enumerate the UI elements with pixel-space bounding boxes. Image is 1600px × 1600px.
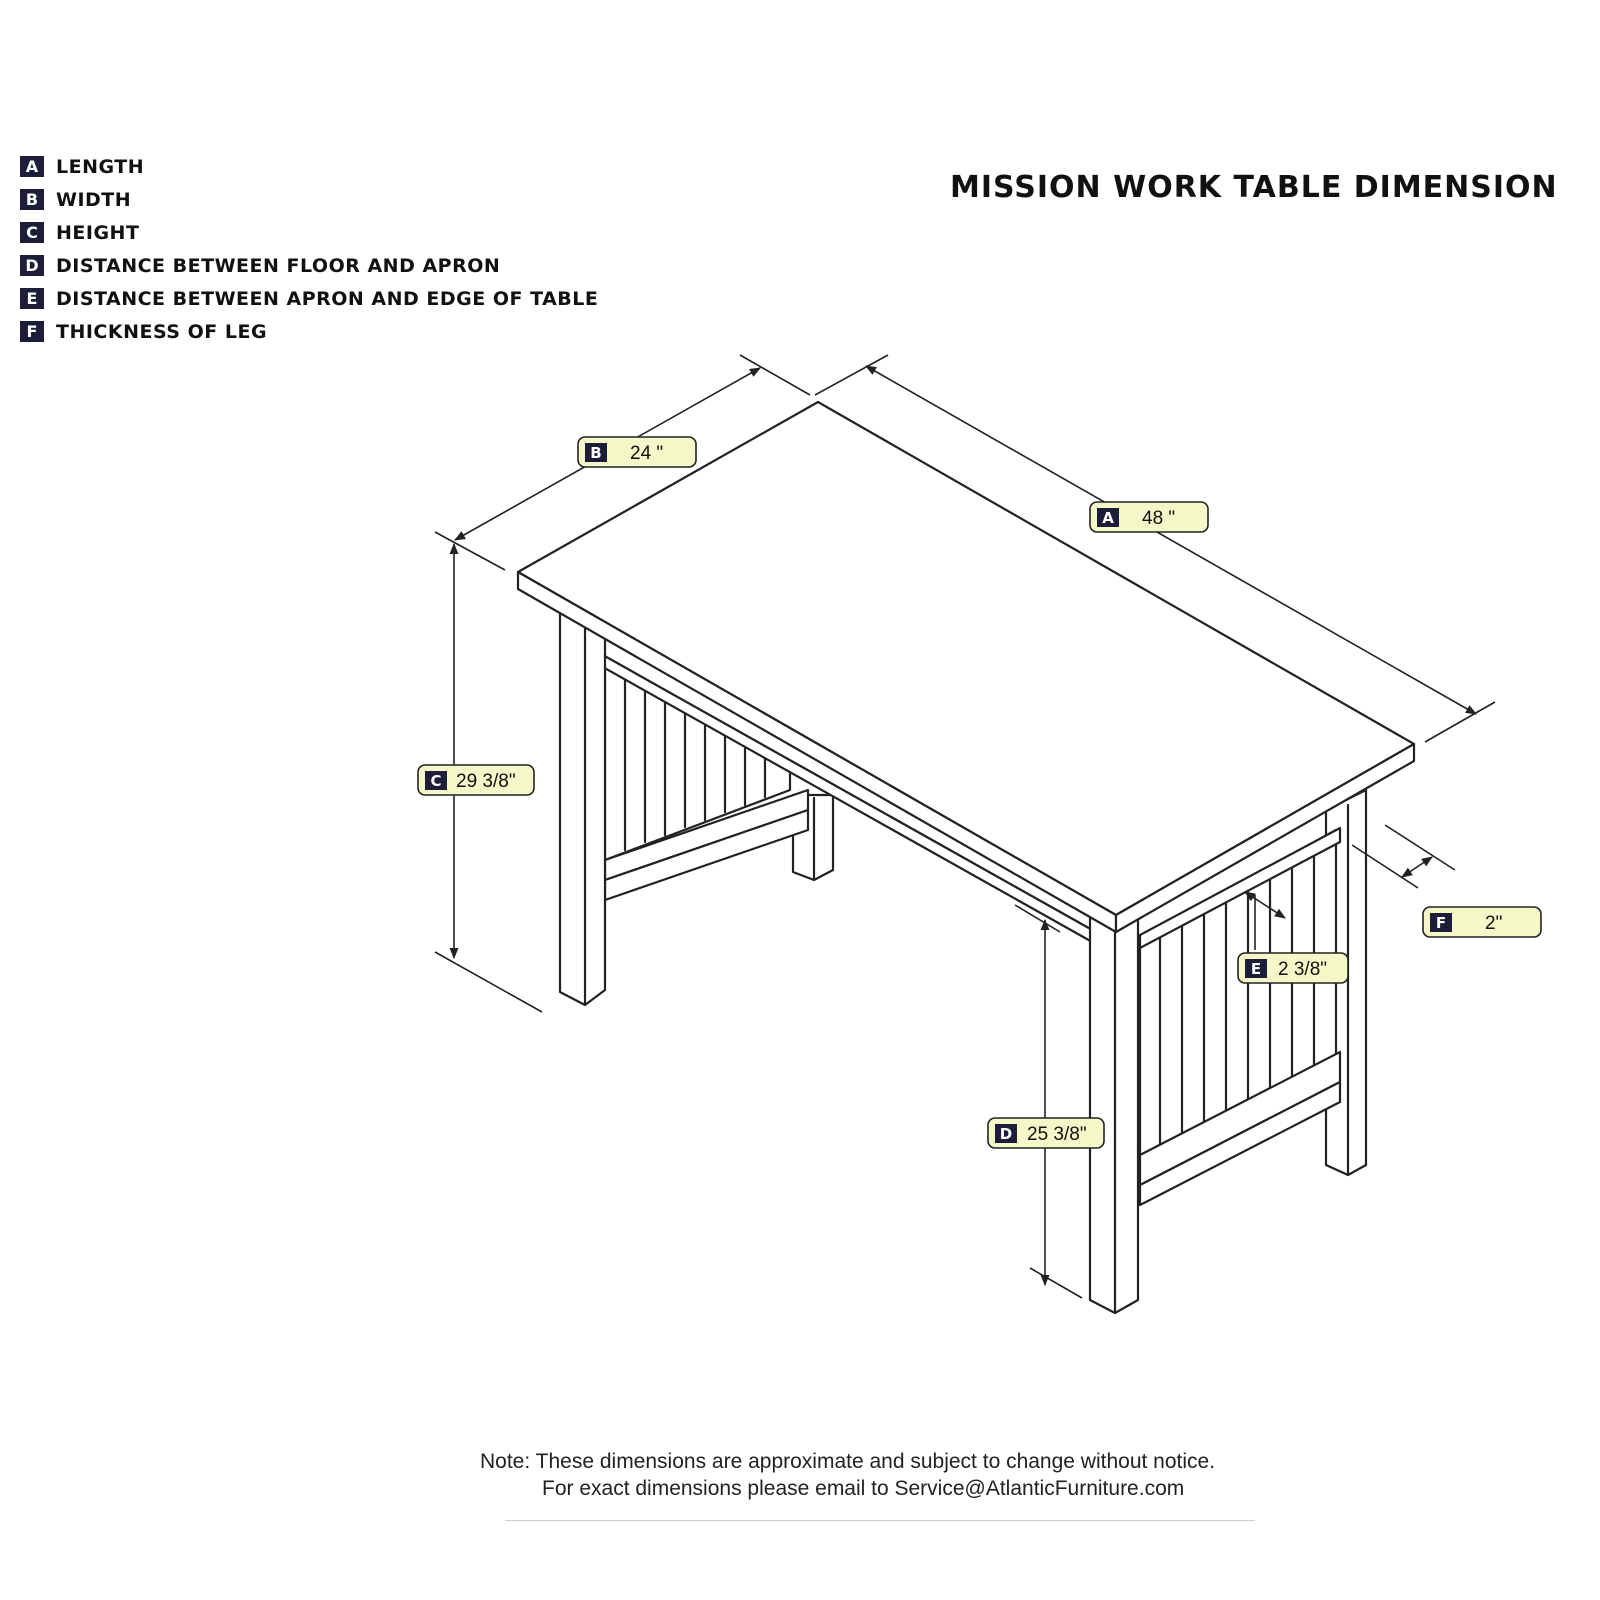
dimension-value-c: 29 3/8" xyxy=(456,771,516,792)
dimension-letter-a: A xyxy=(1102,509,1114,527)
legend-label: DISTANCE BETWEEN APRON AND EDGE OF TABLE xyxy=(56,287,599,310)
legend-letter: D xyxy=(20,255,44,276)
legend-letter: B xyxy=(20,189,44,210)
note-line-1: Note: These dimensions are approximate and subject to change without notice. xyxy=(480,1450,1216,1473)
legend-label: THICKNESS OF LEG xyxy=(56,320,268,343)
dimension-line-f xyxy=(1352,825,1455,888)
dimension-value-f: 2" xyxy=(1485,913,1503,934)
dimension-badge-e xyxy=(1238,953,1348,983)
legend-label: HEIGHT xyxy=(56,221,140,244)
note-line-2: For exact dimensions please email to Service@AtlanticFurniture.com xyxy=(542,1477,1185,1500)
table-drawing xyxy=(518,402,1414,1313)
dimension-value-b: 24 " xyxy=(630,443,664,464)
legend-letter: F xyxy=(20,321,44,342)
dimension-line-d xyxy=(1015,905,1082,1298)
dimension-badge-a xyxy=(1090,502,1208,532)
dimension-letter-e: E xyxy=(1250,960,1262,978)
dimension-badge-c xyxy=(418,765,534,795)
dimension-letter-f: F xyxy=(1435,914,1447,932)
disclaimer-note xyxy=(480,1448,1280,1502)
legend-letter: E xyxy=(20,288,44,309)
dimension-letter-d: D xyxy=(999,1125,1013,1143)
dimension-badge-d xyxy=(988,1118,1104,1148)
table-leg-front-left xyxy=(560,600,605,1005)
page-title: MISSION WORK TABLE DIMENSION xyxy=(950,170,1558,205)
dimension-value-a: 48 " xyxy=(1142,508,1176,529)
table-leg-front-right xyxy=(1090,910,1138,1313)
dimension-letter-b: B xyxy=(590,444,602,462)
dimension-badge-b xyxy=(578,437,696,467)
dimension-badge-f xyxy=(1423,907,1541,937)
divider xyxy=(505,1520,1255,1521)
dimension-letter-c: C xyxy=(430,772,442,790)
legend-label: LENGTH xyxy=(56,155,145,178)
legend-label: DISTANCE BETWEEN FLOOR AND APRON xyxy=(56,254,501,277)
legend-label: WIDTH xyxy=(56,188,132,211)
dimension-value-d: 25 3/8" xyxy=(1027,1124,1087,1145)
legend-letter: A xyxy=(20,156,44,177)
legend-letter: C xyxy=(20,222,44,243)
dimension-value-e: 2 3/8" xyxy=(1278,959,1328,980)
